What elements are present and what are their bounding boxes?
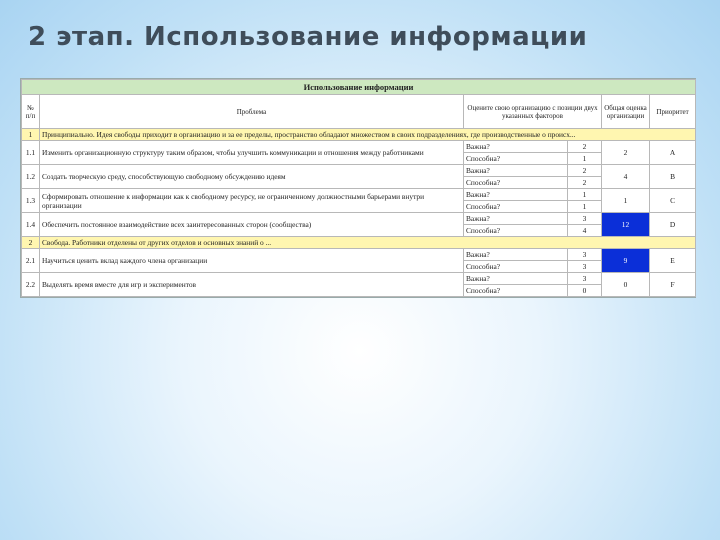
row-problem: Сформировать отношение к информации как к свободному ресурсу, не ограниченному должностными барьерами внутри организации: [40, 189, 464, 213]
row-v2: 0: [568, 285, 602, 297]
header-priority: Приоритет: [650, 95, 696, 129]
row-q2: Способна?: [464, 225, 568, 237]
row-priority: B: [650, 165, 696, 189]
row-problem: Выделять время вместе для игр и экспериментов: [40, 273, 464, 297]
row-v2: 1: [568, 201, 602, 213]
row-v1: 2: [568, 141, 602, 153]
header-assess: Оцените свою организацию с позиции двух указанных факторов: [464, 95, 602, 129]
spreadsheet: [20, 78, 696, 298]
row-num: 1.2: [22, 165, 40, 189]
row-total: 2: [602, 141, 650, 165]
section-text: Свобода. Работники отделены от других отделов и основных знаний о ...: [40, 237, 696, 249]
row-q2: Способна?: [464, 285, 568, 297]
row-priority: E: [650, 249, 696, 273]
row-v2: 1: [568, 153, 602, 165]
row-num: 2.2: [22, 273, 40, 297]
header-total: Общая оценка организации: [602, 95, 650, 129]
row-q2: Способна?: [464, 177, 568, 189]
row-problem: Изменить организационную структуру таким образом, чтобы улучшить коммуникации и отношения между работниками: [40, 141, 464, 165]
row-problem: Научиться ценить вклад каждого члена организации: [40, 249, 464, 273]
row-q1: Важна?: [464, 165, 568, 177]
row-priority: C: [650, 189, 696, 213]
row-v1: 3: [568, 213, 602, 225]
row-total: 1: [602, 189, 650, 213]
table-row: [22, 273, 696, 285]
table-row: [22, 189, 696, 201]
row-q1: Важна?: [464, 273, 568, 285]
row-problem: Создать творческую среду, способствующую свободному обсуждению идеям: [40, 165, 464, 189]
header-num: № п/п: [22, 95, 40, 129]
row-v2: 4: [568, 225, 602, 237]
row-num: 1.1: [22, 141, 40, 165]
header-row: [22, 95, 696, 129]
table-row: [22, 141, 696, 153]
row-priority: D: [650, 213, 696, 237]
section-num: 2: [22, 237, 40, 249]
row-num: 2.1: [22, 249, 40, 273]
row-v1: 2: [568, 165, 602, 177]
section-row: [22, 129, 696, 141]
table-banner-row: [22, 80, 696, 95]
row-v1: 1: [568, 189, 602, 201]
row-q1: Важна?: [464, 213, 568, 225]
row-q2: Способна?: [464, 201, 568, 213]
section-text: Принципиально. Идея свободы приходит в организацию и за ее пределы, пространство обладают множеством в своих подразделениях, где производственные о происх...: [40, 129, 696, 141]
table-banner: Использование информации: [22, 80, 696, 95]
row-total: 0: [602, 273, 650, 297]
row-v1: 3: [568, 273, 602, 285]
row-q2: Способна?: [464, 261, 568, 273]
row-num: 1.3: [22, 189, 40, 213]
row-q1: Важна?: [464, 189, 568, 201]
header-problem: Проблема: [40, 95, 464, 129]
row-v2: 2: [568, 177, 602, 189]
table-row: [22, 165, 696, 177]
row-q1: Важна?: [464, 249, 568, 261]
row-problem: Обеспечить постоянное взаимодействие всех заинтересованных сторон (сообщества): [40, 213, 464, 237]
row-v1: 3: [568, 249, 602, 261]
row-priority: F: [650, 273, 696, 297]
row-total-highlight: 9: [602, 249, 650, 273]
row-v2: 3: [568, 261, 602, 273]
row-priority: A: [650, 141, 696, 165]
section-row: [22, 237, 696, 249]
row-total-highlight: 12: [602, 213, 650, 237]
section-num: 1: [22, 129, 40, 141]
row-q1: Важна?: [464, 141, 568, 153]
usage-table: [21, 79, 696, 297]
table-row: [22, 249, 696, 261]
slide-title: 2 этап. Использование информации: [28, 22, 588, 52]
table-row: [22, 213, 696, 225]
row-q2: Способна?: [464, 153, 568, 165]
row-total: 4: [602, 165, 650, 189]
row-num: 1.4: [22, 213, 40, 237]
